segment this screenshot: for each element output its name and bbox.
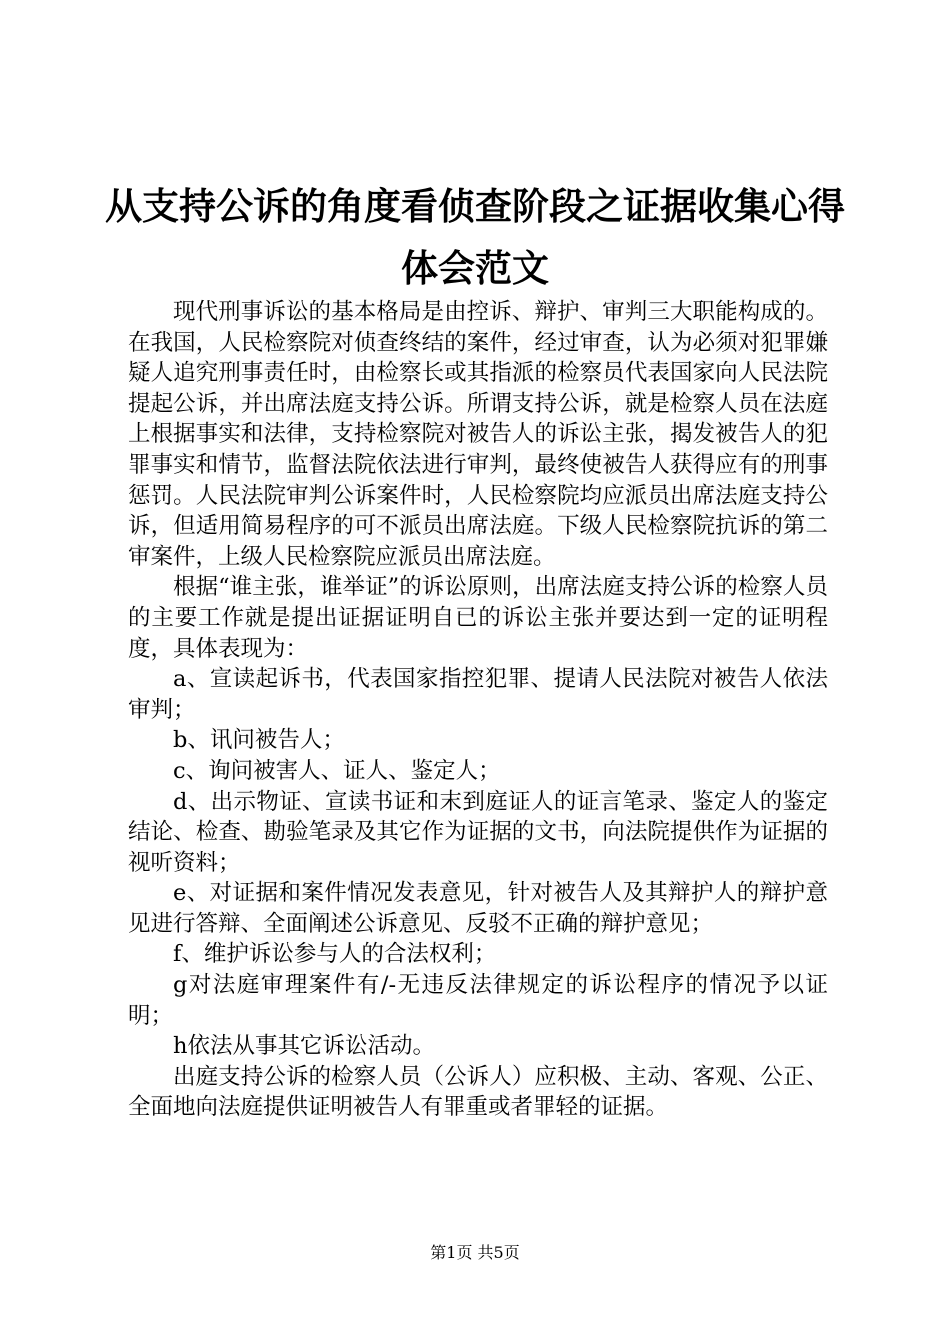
list-item-e: e、对证据和案件情况发表意见，针对被告人及其辩护人的辩护意见进行答辩、全面阐述公诉意见、反驳不正确的辩护意见； (128, 880, 828, 937)
list-item-h: h依法从事其它诉讼活动。 (173, 1033, 435, 1060)
document-title-line-2: 体会范文 (401, 247, 549, 290)
list-item-a: a、宣读起诉书，代表国家指控犯罪、提请人民法院对被告人依法审判； (128, 666, 828, 723)
list-item-b: b、讯问被告人； (173, 727, 345, 754)
body-paragraph-conclusion: 出庭支持公诉的检察人员（公诉人）应积极、主动、客观、公正、全面地向法庭提供证明被告人有罪重或者罪轻的证据。 (128, 1063, 828, 1121)
page-number-footer: 第1页 共5页 (430, 1243, 520, 1262)
list-item-c: c、询问被害人、证人、鉴定人； (173, 757, 501, 784)
body-paragraph-intro: 现代刑事诉讼的基本格局是由控诉、辩护、审判三大职能构成的。在我国，人民检察院对侦查终结的案件，经过审查，认为必须对犯罪嫌疑人追究刑事责任时，由检察长或其指派的检察员代表国家向人民法院提起公诉，并出席法庭支持公诉。所谓支持公诉，就是检察人员在法庭上根据事实和法律，支持检察院对被告人的诉讼主张，揭发被告人的犯罪事实和情节，监督法院依法进行审判，最终使被告人获得应有的刑事惩罚。人民法院审判公诉案件时，人民检察院均应派员出席法庭支持公诉，但适用简易程序的可不派员出席法庭。下级人民检察院抗诉的第二审案件，上级人民检察院应派员出席法庭。 (128, 299, 828, 570)
body-paragraph-principle: 根据“谁主张，谁举证”的诉讼原则，出席法庭支持公诉的检察人员的主要工作就是提出证据证明自已的诉讼主张并要达到一定的证明程度，具体表现为： (128, 574, 828, 662)
list-item-f: f、维护诉讼参与人的合法权利； (173, 941, 497, 968)
document-body (128, 297, 828, 1123)
document-title-line-1: 从支持公诉的角度看侦查阶段之证据收集心得 (105, 185, 845, 228)
list-item-d: d、出示物证、宣读书证和末到庭证人的证言笔录、鉴定人的鉴定结论、检查、勘验笔录及其它作为证据的文书，向法院提供作为证据的视听资料； (128, 788, 828, 876)
list-item-g: g对法庭审理案件有/-无违反法律规定的诉讼程序的情况予以证明； (128, 972, 828, 1029)
